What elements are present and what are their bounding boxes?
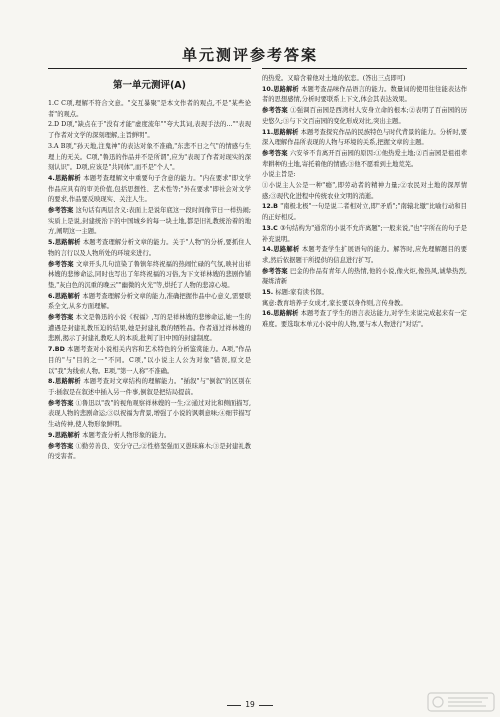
answer-paragraph <box>48 377 251 398</box>
answer-paragraph <box>262 202 467 223</box>
answer-text: 标题:家有读书郎。 <box>275 289 328 297</box>
answer-paragraph <box>48 292 251 313</box>
answer-label: 参考答案 <box>262 267 290 275</box>
answer-text: 本题考查学生扩展语句的能力。解答时,应先理解题目的要求,然后依据题干所提供的信息进行扩写。 <box>262 246 467 264</box>
answer-paragraph <box>262 224 467 245</box>
answer-label: 参考答案 <box>262 107 291 115</box>
right-column <box>262 74 467 331</box>
answer-paragraph <box>262 85 467 106</box>
answer-text: 1.C C项,理解不符合文意。"交互暴聚"是本文作者的观点,不是"某些论者"的观点。 <box>48 100 251 118</box>
right-column-body <box>262 74 467 331</box>
answer-text: 2.D D项,"缺点在于"没有才能"虚度流年""夸大其词,表现手法的...""表现了作者对文学的深刻理解,主旨鲜明"。 <box>48 121 251 140</box>
answer-text: 六安爷不肯离开百亩园的原因:①他热爱土地;②百亩园是祖祖辈辈耕种的土地,寄托着他的情感;③他不愿看到土地荒芜。 <box>262 149 467 168</box>
section-title: 第一单元测评(A) <box>112 80 187 91</box>
answer-text: 寓意:教育培养子女成才,家长要以身作则,言传身教。 <box>262 299 407 307</box>
watermark-logo <box>426 689 496 715</box>
answer-paragraph <box>262 149 467 170</box>
answer-text: "南极北极"一句是说二者相对立,即"矛盾";"南辕北辙"比喻行动和目的正好相反。 <box>262 203 467 222</box>
answer-paragraph <box>262 309 467 330</box>
answer-text: 巴金的作品有青年人的热情,他的小说,像火炬,像热风,诚挚热烈,凝练清新 <box>262 267 467 286</box>
answer-label: 4.思路解析 <box>48 174 84 182</box>
answer-text: 本题考查品味作品语言的能力。数量词的使用往往能表达作者的思想感情,分析时要联系上下文,体会其表达效果。 <box>262 85 468 104</box>
answer-paragraph <box>262 74 467 85</box>
answer-text: ①小说主人公是一种"瘾",即劳动者的精神力量;②农民对土地的深厚情感;③现代化进程中传统农业文明的消逝。 <box>262 182 467 200</box>
answer-paragraph <box>48 120 251 141</box>
answer-text: 的热爱。又暗含着他对土地的依恋。(答出三点即可) <box>262 75 406 82</box>
page-number-dash-left <box>227 705 241 706</box>
answer-text: 本题考查理解分析文章的能力,准确把握作品中心意义,需要联系全文,从多方面理解。 <box>48 292 251 311</box>
left-column <box>48 74 251 463</box>
page-title: 单元测评参考答案 <box>181 46 318 64</box>
answer-text: 小说主旨是: <box>262 171 296 179</box>
answer-label: 8.思路解析 <box>48 378 84 386</box>
answer-label: 14.思路解析 <box>262 246 302 254</box>
answer-text: 本题考查对小说相关内容和艺术特色的分析鉴赏能力。A项,"作品目的"与"目的之一"不同。C项,"以小说主人公为对象"错误,原文是以"我"为线索人物。E项,"第一人称"不准确。 <box>48 346 251 375</box>
answer-paragraph <box>262 267 467 288</box>
title-bar <box>0 44 500 65</box>
left-column-body <box>48 99 251 463</box>
answer-text: 本题考查分析人物形象的能力。 <box>82 431 171 439</box>
answer-paragraph <box>48 174 251 206</box>
answer-label: 16.思路解析 <box>262 310 301 318</box>
answer-label: 参考答案 <box>48 399 76 407</box>
answer-paragraph <box>48 431 251 442</box>
answer-label: 7.BD <box>48 346 68 354</box>
answer-text: 这句话有两层含义:表面上是说年底这一段时间像节日一样热闹;实质上是说,封建统治下的中国城乡的每一块土地,都是旧礼教统治着的地方,阐明这一主题。 <box>48 207 251 236</box>
answer-text: ③句结构为"通常的小说不允许离题";一般来说,"也"字所在的句子是补充说明。 <box>262 224 468 243</box>
answer-label: 6.思路解析 <box>48 292 83 300</box>
answer-text: ①勤劳善良、安分守己;②性格坚强而又愚昧麻木;③是封建礼教的受害者。 <box>48 442 251 461</box>
page-number <box>0 700 500 709</box>
answer-label: 参考答案 <box>48 314 76 322</box>
answer-paragraph <box>48 399 251 431</box>
answer-text: 本文是鲁迅的小说《祝福》,写的是祥林嫂的悲惨命运,她一生的遭遇是封建礼教压迫的结果,她是封建礼教的牺牲品。作者通过祥林嫂的悲剧,揭示了封建礼教吃人的本质,批判了旧中国的封建制度。 <box>48 314 251 343</box>
answer-paragraph <box>48 345 251 377</box>
answer-text: 3.A B项,"孙天地,注鬼神"的表达对象不准确,"东悲不日之气"的情感与生理上的无关。C项,"鲁迅的作品并不是所谓",应为"表现了作者对现实的深刻认识"。D项,应该是"共同体",而不是"个人"。 <box>48 142 251 172</box>
answer-text: 本题考查探究作品的民族特色与时代背景的能力。分析时,要深入理解作品所表现的人物与环境的关系,把握文章的主题。 <box>262 128 467 147</box>
answer-text: ①鲁迅以"我"的视角观察祥林嫂的一生;②通过对比和侧面描写,表现人物的悲剧命运;③以祝福为背景,增强了小说的讽刺意味;④细节描写生动传神,使人物形象鲜明。 <box>48 399 251 429</box>
title-rule-right <box>262 68 467 69</box>
answer-label: 10.思路解析 <box>262 85 302 93</box>
answer-paragraph <box>48 313 251 345</box>
answer-text: 本题考查理解分析文章的能力。关于"人物"的分析,要抓住人物的言行以及人物所处的环境来进行。 <box>48 239 251 257</box>
answer-paragraph <box>48 442 251 463</box>
answer-label: 参考答案 <box>262 149 290 157</box>
answer-paragraph <box>48 260 251 292</box>
answer-paragraph <box>262 181 467 202</box>
page-number-dash-right <box>259 705 273 706</box>
answer-text: 文章开头几句渲染了鲁镇年终祝福的热闹忙碌的气氛,映衬出祥林嫂的悲惨命运,同时也写出了年终祝福的习俗,为下文祥林嫂的悲剧作铺垫,"灰白色的沉重的晚云""幽微的火光"等,烘托了人物的悲凉心境。 <box>48 260 251 289</box>
answer-paragraph <box>48 206 251 238</box>
answer-label: 参考答案 <box>48 442 76 450</box>
answer-paragraph <box>262 245 467 266</box>
answer-paragraph <box>262 288 467 299</box>
answer-label: 参考答案 <box>48 207 76 215</box>
answer-paragraph <box>262 128 467 149</box>
answer-label: 5.思路解析 <box>48 239 83 247</box>
answer-paragraph <box>48 142 251 174</box>
page-number-text: 19 <box>245 700 255 709</box>
answer-paragraph <box>262 170 467 181</box>
answer-paragraph <box>48 99 251 120</box>
answer-paragraph <box>48 238 251 259</box>
answer-paragraph <box>262 106 467 127</box>
answer-text: ①强调百亩园是西湾村人安身立命的根本;②表明了百亩园的历史悠久;③与下文百亩园的变化形成对比,突出主题。 <box>262 107 467 125</box>
answer-label: 13.C <box>262 224 281 232</box>
answer-text: 本题考查对文章结构的理解能力。"插叙"与"倒叙"的区别在于:插叙是在叙述中插入另一件事,倒叙是把结局提前。 <box>48 378 252 396</box>
answer-label: 参考答案 <box>48 260 76 268</box>
answer-label: 9.思路解析 <box>48 431 83 439</box>
answer-text: 本题考查理解文中重要句子含意的能力。"内在要求"即文学作品应具有的审美价值,包括思想性、艺术性等;"外在要求"即社会对文学的要求,作品要反映现实、关注人生。 <box>48 174 252 204</box>
answer-paragraph <box>262 299 467 310</box>
answer-label: 12.B <box>262 203 281 211</box>
answer-label: 15. <box>262 289 276 297</box>
title-rule-left <box>48 68 251 69</box>
answer-label: 11.思路解析 <box>262 128 301 136</box>
answer-text: 本题考查了学生的语言表达能力,对学生来说完成起来有一定难度。要选取本单元小说中的人物,要与本人物进行"对话"。 <box>262 310 467 329</box>
